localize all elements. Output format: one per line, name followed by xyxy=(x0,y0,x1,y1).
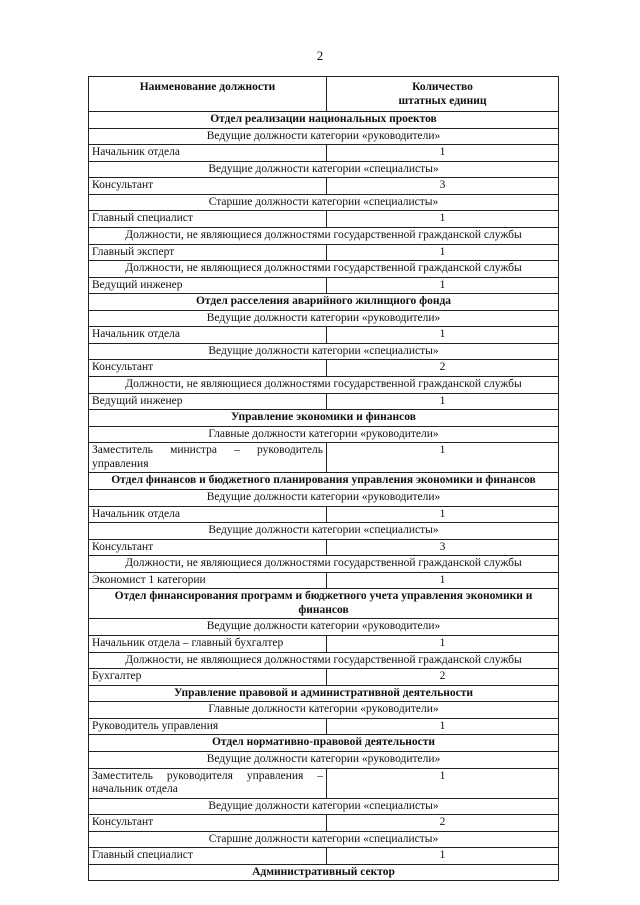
table-row xyxy=(89,539,559,556)
department-row xyxy=(89,410,559,427)
position-name: Заместитель руководителя управления – начальник отдела xyxy=(89,768,327,798)
position-group-title: Ведущие должности категории «руководители» xyxy=(89,489,559,506)
position-group-title: Должности, не являющиеся должностями государственной гражданской службы xyxy=(89,261,559,278)
department-row xyxy=(89,685,559,702)
staff-count: 2 xyxy=(327,815,559,832)
header-staff-count-line2: штатных единиц xyxy=(398,94,487,107)
department-title: Отдел финансирования программ и бюджетного учета управления экономики и финансов xyxy=(89,589,559,619)
table-row xyxy=(89,393,559,410)
table-row xyxy=(89,360,559,377)
position-name: Главный специалист xyxy=(89,211,327,228)
department-title: Отдел реализации национальных проектов xyxy=(89,112,559,129)
table-row xyxy=(89,815,559,832)
department-title: Управление правовой и административной деятельности xyxy=(89,685,559,702)
position-group-title: Ведущие должности категории «специалисты» xyxy=(89,343,559,360)
staff-count: 3 xyxy=(327,539,559,556)
table-row xyxy=(89,768,559,798)
position-group-row xyxy=(89,619,559,636)
position-group-row xyxy=(89,161,559,178)
position-name: Начальник отдела xyxy=(89,506,327,523)
department-title: Управление экономики и финансов xyxy=(89,410,559,427)
header-staff-count-line1: Количество xyxy=(412,81,473,93)
position-group-title: Должности, не являющиеся должностями государственной гражданской службы xyxy=(89,377,559,394)
table-row xyxy=(89,848,559,865)
staff-count: 1 xyxy=(327,848,559,865)
table-row xyxy=(89,718,559,735)
staff-count: 1 xyxy=(327,277,559,294)
page-number: 2 xyxy=(316,48,324,63)
table-row xyxy=(89,244,559,261)
header-position-name-text: Наименование должности xyxy=(139,81,276,93)
table-row xyxy=(89,145,559,162)
table-row xyxy=(89,506,559,523)
table-row xyxy=(89,211,559,228)
department-row xyxy=(89,473,559,490)
department-row xyxy=(89,864,559,881)
position-group-title: Старшие должности категории «специалисты» xyxy=(89,831,559,848)
position-name: Главный специалист xyxy=(89,848,327,865)
table-row xyxy=(89,572,559,589)
position-name: Бухгалтер xyxy=(89,669,327,686)
position-group-row xyxy=(89,227,559,244)
department-title: Отдел финансов и бюджетного планирования управления экономики и финансов xyxy=(89,473,559,490)
position-name: Заместитель министра – руководитель управления xyxy=(89,443,327,473)
department-title: Административный сектор xyxy=(89,864,559,881)
position-name: Руководитель управления xyxy=(89,718,327,735)
position-group-title: Должности, не являющиеся должностями государственной гражданской службы xyxy=(89,556,559,573)
position-group-title: Ведущие должности категории «руководители» xyxy=(89,619,559,636)
department-title: Отдел расселения аварийного жилищного фонда xyxy=(89,294,559,311)
staff-count: 3 xyxy=(327,178,559,195)
position-group-title: Ведущие должности категории «руководители» xyxy=(89,128,559,145)
position-group-row xyxy=(89,194,559,211)
table-row xyxy=(89,327,559,344)
position-group-row xyxy=(89,128,559,145)
header-position-name xyxy=(89,77,327,112)
department-row xyxy=(89,735,559,752)
staff-count: 1 xyxy=(327,443,559,473)
position-name: Консультант xyxy=(89,815,327,832)
position-group-title: Старшие должности категории «специалисты» xyxy=(89,194,559,211)
staff-table xyxy=(88,76,559,881)
position-name: Начальник отдела xyxy=(89,327,327,344)
staff-count: 1 xyxy=(327,327,559,344)
position-group-row xyxy=(89,523,559,540)
table-row xyxy=(89,636,559,653)
position-group-title: Ведущие должности категории «специалисты» xyxy=(89,161,559,178)
position-group-row xyxy=(89,343,559,360)
staff-count: 1 xyxy=(327,393,559,410)
staff-count: 1 xyxy=(327,572,559,589)
table-row xyxy=(89,277,559,294)
position-name: Консультант xyxy=(89,539,327,556)
position-group-row xyxy=(89,751,559,768)
position-group-row xyxy=(89,377,559,394)
position-group-row xyxy=(89,798,559,815)
staff-count: 1 xyxy=(327,145,559,162)
staff-count: 1 xyxy=(327,768,559,798)
position-group-title: Главные должности категории «руководители» xyxy=(89,702,559,719)
department-row xyxy=(89,294,559,311)
position-group-title: Ведущие должности категории «специалисты» xyxy=(89,523,559,540)
position-group-title: Ведущие должности категории «руководители» xyxy=(89,751,559,768)
position-name: Ведущий инженер xyxy=(89,393,327,410)
department-row xyxy=(89,112,559,129)
staff-table-body xyxy=(89,112,559,881)
position-group-row xyxy=(89,831,559,848)
staff-count: 1 xyxy=(327,244,559,261)
position-group-row xyxy=(89,702,559,719)
position-name: Главный эксперт xyxy=(89,244,327,261)
position-group-title: Должности, не являющиеся должностями государственной гражданской службы xyxy=(89,227,559,244)
position-group-row xyxy=(89,489,559,506)
position-name: Начальник отдела – главный бухгалтер xyxy=(89,636,327,653)
position-group-title: Главные должности категории «руководители» xyxy=(89,426,559,443)
position-group-row xyxy=(89,556,559,573)
position-group-row xyxy=(89,310,559,327)
header-staff-count xyxy=(327,77,559,112)
table-row xyxy=(89,669,559,686)
staff-count: 1 xyxy=(327,506,559,523)
staff-count: 1 xyxy=(327,718,559,735)
position-group-title: Ведущие должности категории «руководители» xyxy=(89,310,559,327)
position-group-row xyxy=(89,652,559,669)
position-name: Ведущий инженер xyxy=(89,277,327,294)
staff-count: 2 xyxy=(327,360,559,377)
position-group-title: Должности, не являющиеся должностями государственной гражданской службы xyxy=(89,652,559,669)
position-group-title: Ведущие должности категории «специалисты» xyxy=(89,798,559,815)
position-group-row xyxy=(89,261,559,278)
position-name: Экономист 1 категории xyxy=(89,572,327,589)
position-group-row xyxy=(89,426,559,443)
position-name: Консультант xyxy=(89,360,327,377)
table-header-row xyxy=(89,77,559,112)
department-title: Отдел нормативно-правовой деятельности xyxy=(89,735,559,752)
staff-count: 1 xyxy=(327,211,559,228)
table-row xyxy=(89,178,559,195)
staff-count: 1 xyxy=(327,636,559,653)
staff-count: 2 xyxy=(327,669,559,686)
department-row xyxy=(89,589,559,619)
position-name: Консультант xyxy=(89,178,327,195)
position-name: Начальник отдела xyxy=(89,145,327,162)
table-row xyxy=(89,443,559,473)
